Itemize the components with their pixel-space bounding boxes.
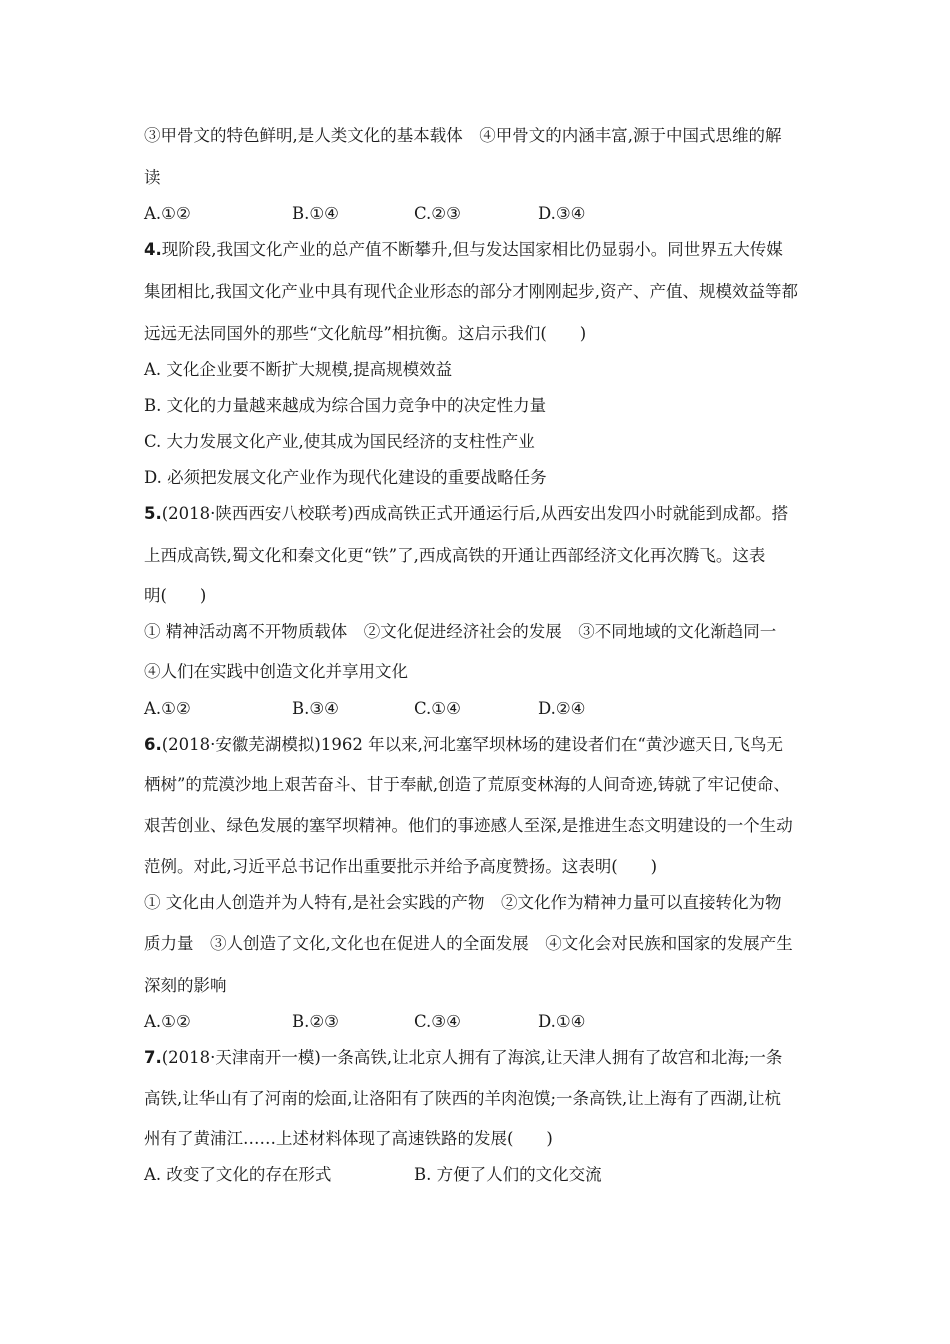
q6-stem-line: 范例。对此,习近平总书记作出重要批示并给予高度赞扬。这表明( ) <box>144 857 658 876</box>
q7-stem-line: 州有了黄浦江……上述材料体现了高速铁路的发展( ) <box>144 1129 553 1148</box>
q5-number: 5. <box>144 504 162 523</box>
q6-text: (2018·安徽芜湖模拟)1962 年以来,河北塞罕坝林场的建设者们在“黄沙遮天日,飞鸟无 <box>161 735 784 754</box>
q4-option-b: B. 文化的力量越来越成为综合国力竞争中的决定性力量 <box>144 396 547 415</box>
q6-option-d: D.①④ <box>538 1012 586 1031</box>
q5-statement-line: ① 精神活动离不开物质载体 ②文化促进经济社会的发展 ③不同地域的文化渐趋同一 <box>144 622 777 641</box>
q5-option-c: C.①④ <box>414 699 461 718</box>
q7-stem-line: 高铁,让华山有了河南的烩面,让洛阳有了陕西的羊肉泡馍;一条高铁,让上海有了西湖,让杭 <box>144 1089 782 1108</box>
q3-option-c: C.②③ <box>414 204 461 223</box>
q3-option-a: A.①② <box>144 204 191 223</box>
q7-text: (2018·天津南开一模)一条高铁,让北京人拥有了海滨,让天津人拥有了故宫和北海;一条 <box>161 1048 783 1067</box>
q6-statement-line: 质力量 ③人创造了文化,文化也在促进人的全面发展 ④文化会对民族和国家的发展产生 <box>144 934 793 953</box>
q4-option-c: C. 大力发展文化产业,使其成为国民经济的支柱性产业 <box>144 432 535 451</box>
q4-stem-line: 远远无法同国外的那些“文化航母”相抗衡。这启示我们( ) <box>144 324 587 343</box>
q7-stem-line <box>144 1046 834 1070</box>
q6-stem-line: 栖树”的荒漠沙地上艰苦奋斗、甘于奉献,创造了荒原变林海的人间奇迹,铸就了牢记使命、 <box>144 775 790 794</box>
q4-option-a: A. 文化企业要不断扩大规模,提高规模效益 <box>144 360 453 379</box>
q5-stem-line: 上西成高铁,蜀文化和秦文化更“铁”了,西成高铁的开通让西部经济文化再次腾飞。这表 <box>144 546 766 565</box>
q5-option-b: B.③④ <box>292 699 339 718</box>
q5-statement-line: ④人们在实践中创造文化并享用文化 <box>144 662 408 681</box>
q6-stem-line: 艰苦创业、绿色发展的塞罕坝精神。他们的事迹感人至深,是推进生态文明建设的一个生动 <box>144 816 793 835</box>
q4-stem-line: 集团相比,我国文化产业中具有现代企业形态的部分才刚刚起步,资产、产值、规模效益等都 <box>144 282 798 301</box>
q6-statement-line: 深刻的影响 <box>144 976 227 995</box>
q6-statement-line: ① 文化由人创造并为人特有,是社会实践的产物 ②文化作为精神力量可以直接转化为物 <box>144 893 782 912</box>
q4-text: 现阶段,我国文化产业的总产值不断攀升,但与发达国家相比仍显弱小。同世界五大传媒 <box>161 240 783 259</box>
q3-statement-line: ③甲骨文的特色鲜明,是人类文化的基本载体 ④甲骨文的内涵丰富,源于中国式思维的解 <box>144 126 782 145</box>
q6-option-a: A.①② <box>144 1012 191 1031</box>
q3-option-b: B.①④ <box>292 204 339 223</box>
q7-option-a: A. 改变了文化的存在形式 <box>144 1165 332 1184</box>
q7-option-b: B. 方便了人们的文化交流 <box>414 1165 602 1184</box>
q5-text: (2018·陕西西安八校联考)西成高铁正式开通运行后,从西安出发四小时就能到成都。搭 <box>161 504 789 523</box>
q5-option-a: A.①② <box>144 699 191 718</box>
q6-number: 6. <box>144 735 162 754</box>
q6-option-c: C.③④ <box>414 1012 461 1031</box>
q4-option-d: D. 必须把发展文化产业作为现代化建设的重要战略任务 <box>144 468 547 487</box>
q3-option-d: D.③④ <box>538 204 586 223</box>
q5-option-d: D.②④ <box>538 699 586 718</box>
q5-stem-line: 明( ) <box>144 586 207 605</box>
q3-statement-line: 读 <box>144 168 161 187</box>
q6-option-b: B.②③ <box>292 1012 339 1031</box>
q7-number: 7. <box>144 1048 162 1067</box>
q4-number: 4. <box>144 240 162 259</box>
q5-stem-line <box>144 502 834 526</box>
q4-stem-line <box>144 238 834 262</box>
q6-stem-line <box>144 733 834 757</box>
